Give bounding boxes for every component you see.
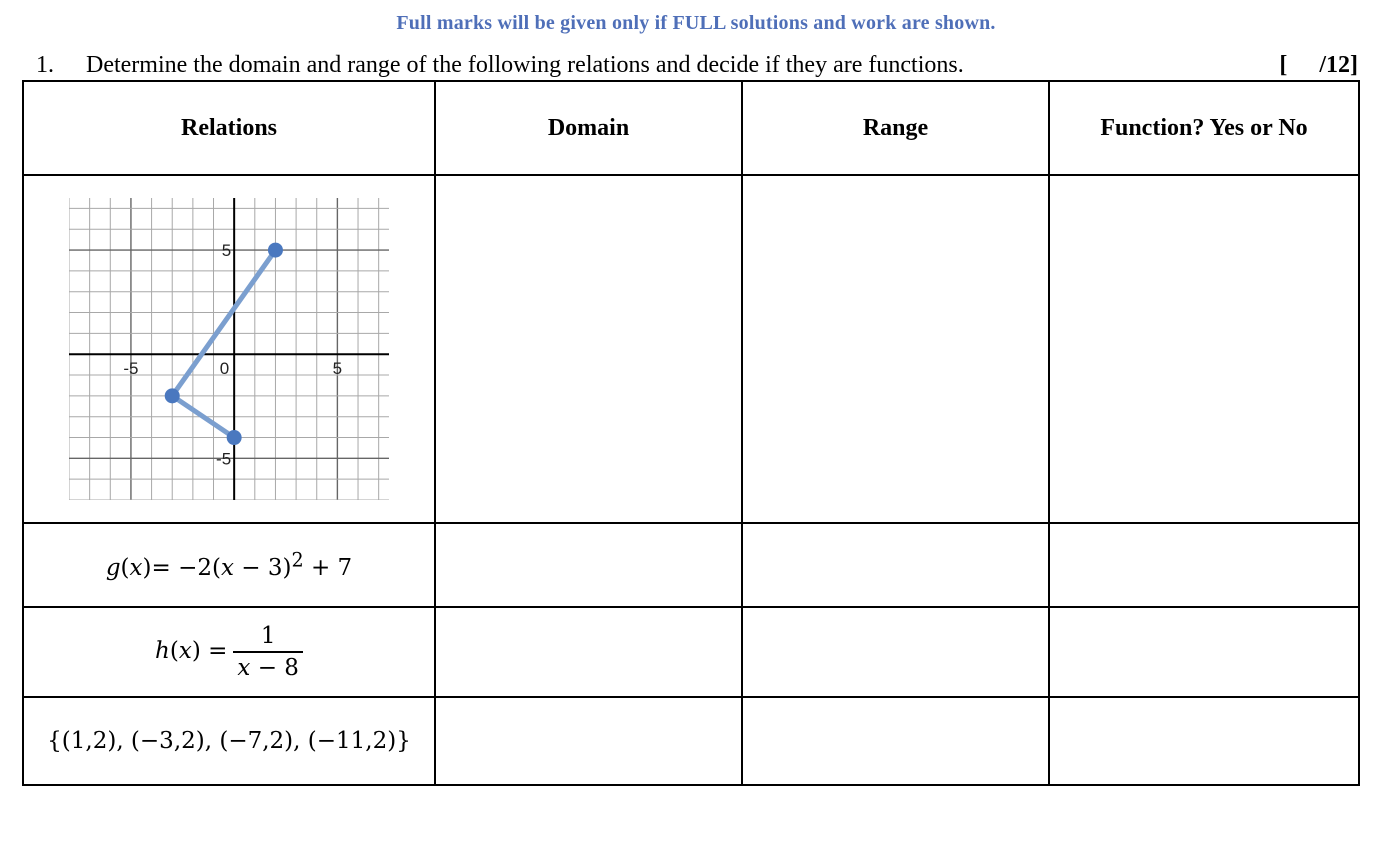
function-answer-cell[interactable] <box>1049 175 1359 523</box>
x-tick-label: -5 <box>123 359 139 379</box>
x-tick-label: 5 <box>332 359 343 379</box>
domain-answer-cell[interactable] <box>435 607 742 697</box>
range-answer-cell[interactable] <box>742 175 1049 523</box>
relation-h-formula: h(x) = $\frac{1}{x - 8}$ <box>155 638 303 664</box>
marks-bracket: [ <box>1279 52 1288 78</box>
table-row <box>23 697 1359 785</box>
range-answer-cell[interactable] <box>742 607 1049 697</box>
instructions-notice: Full marks will be given only if FULL solutions and work are shown. <box>396 12 996 34</box>
domain-answer-cell[interactable] <box>435 523 742 607</box>
domain-answer-cell[interactable] <box>435 175 742 523</box>
range-answer-cell[interactable] <box>742 697 1049 785</box>
header-relations: Relations <box>23 81 435 175</box>
relation-g-cell <box>23 523 435 607</box>
range-answer-cell[interactable] <box>742 523 1049 607</box>
relation-point <box>165 388 180 403</box>
relation-graph-cell <box>23 175 435 523</box>
relation-h-cell <box>23 607 435 697</box>
function-answer-cell[interactable] <box>1049 523 1359 607</box>
marks-total: /12] <box>1319 52 1358 78</box>
table-row <box>23 175 1359 523</box>
table-header-row <box>23 81 1359 175</box>
relation-g-formula: $g(x)= -2(x - 3)^2 + 7$ <box>105 548 353 582</box>
x-tick-label: 0 <box>219 359 230 379</box>
table-row <box>23 607 1359 697</box>
header-domain: Domain <box>435 81 742 175</box>
relation-graph <box>69 198 389 500</box>
function-answer-cell[interactable] <box>1049 607 1359 697</box>
header-range: Range <box>742 81 1049 175</box>
question-1 <box>36 50 1358 80</box>
relation-line <box>172 250 275 437</box>
relation-set: {(1,2), (−3,2), (−7,2), (−11,2)} <box>47 728 411 754</box>
function-answer-cell[interactable] <box>1049 697 1359 785</box>
header-function: Function? Yes or No <box>1049 81 1359 175</box>
question-marks <box>1279 50 1358 80</box>
relation-set-cell <box>23 697 435 785</box>
y-tick-label: -5 <box>216 449 232 469</box>
domain-answer-cell[interactable] <box>435 697 742 785</box>
question-text: Determine the domain and range of the following relations and decide if they are functions. <box>86 52 964 78</box>
relation-point <box>268 243 283 258</box>
y-tick-label: 5 <box>221 241 232 261</box>
table-row <box>23 523 1359 607</box>
question-number: 1. <box>36 52 54 78</box>
relations-table <box>22 80 1360 786</box>
relation-point <box>227 430 242 445</box>
